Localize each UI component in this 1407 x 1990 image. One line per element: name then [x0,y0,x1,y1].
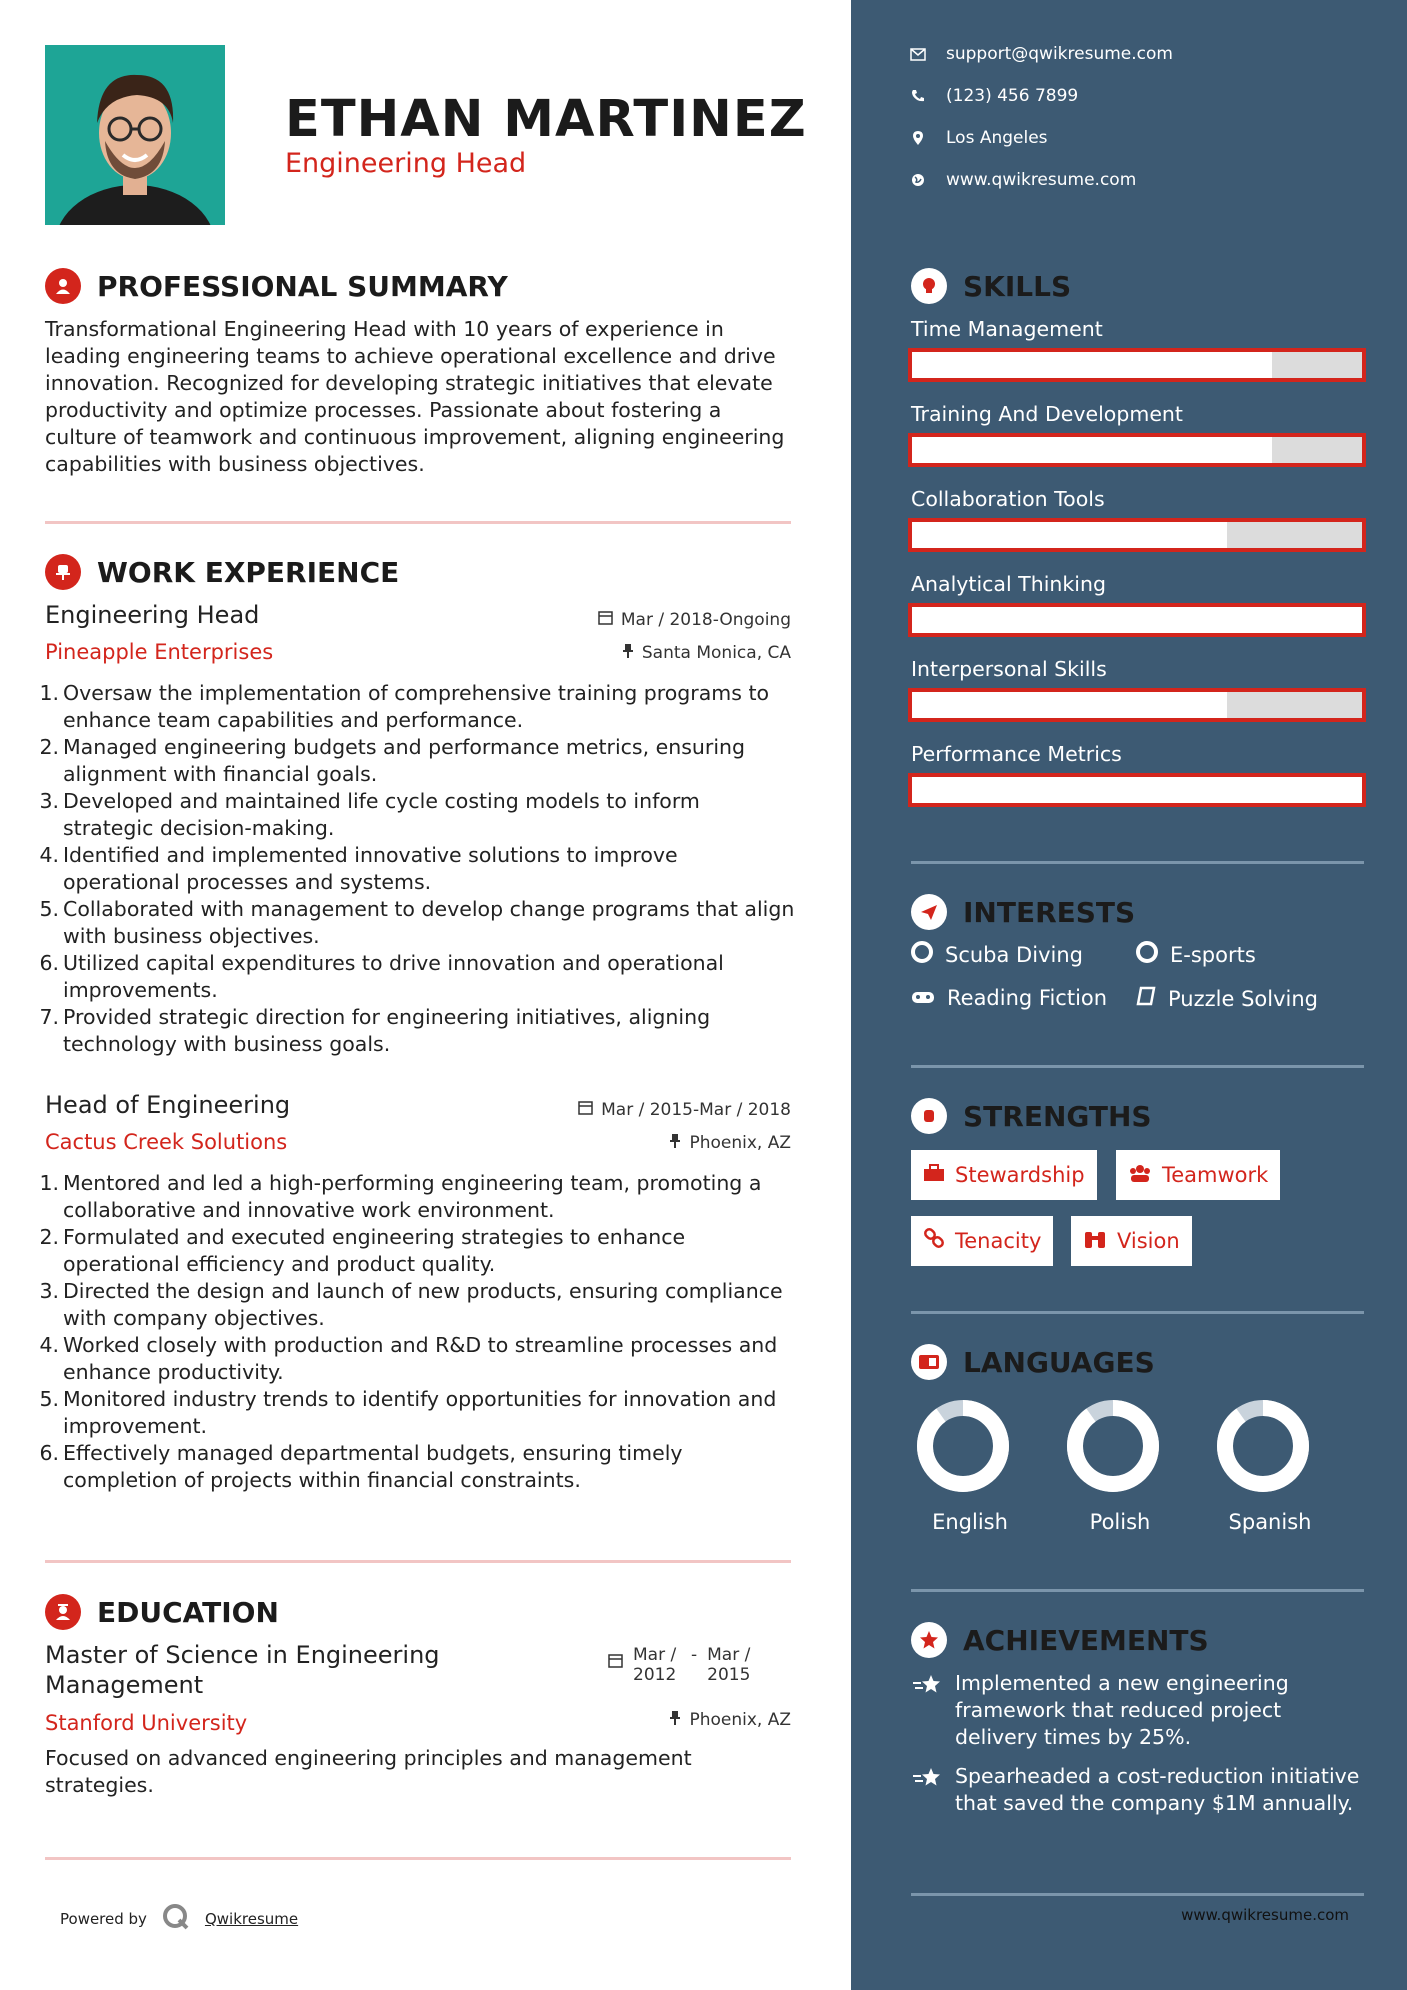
contact-location: Los Angeles [910,128,1048,148]
calendar-icon [578,1100,593,1120]
candidate-name: ETHAN MARTINEZ [285,90,807,149]
job-location: Phoenix, AZ [669,1133,791,1153]
profile-photo [45,45,225,225]
paper-plane-icon [911,894,947,930]
company-name: Pineapple Enterprises [45,640,274,664]
pin-icon [622,643,634,663]
contact-phone: (123) 456 7899 [910,86,1078,106]
divider [45,521,791,524]
divider [45,1857,791,1860]
skill-bar-fill [912,437,1272,463]
achievement-item: Spearheaded a cost-reduction initiative that saved the company $1M annually. [911,1763,1371,1817]
interest-item: E-sports [1136,941,1256,968]
skill-label: Collaboration Tools [911,487,1105,511]
pin-icon [669,1133,681,1153]
job-title: Head of Engineering [45,1091,291,1119]
language-label: Polish [1089,1510,1151,1534]
list-item: 1. Oversaw the implementation of comprehensive training programs to enhance team capabilities and performance. [39,681,770,732]
job-title: Engineering Head [45,601,260,629]
life-ring-icon [911,941,933,968]
achievement-item: Implemented a new engineering framework that reduced project delivery times by 25%. [911,1670,1371,1751]
skill-bar-fill [912,607,1362,633]
skill-bar [908,348,1366,382]
achievements-heading [911,1622,1209,1658]
education-description: Focused on advanced engineering principles and management strategies. [45,1746,692,1797]
interest-item: Scuba Diving [911,941,1083,968]
qwikresume-logo-icon [161,1902,191,1936]
school-name: Stanford University [45,1711,248,1735]
strengths-heading-label: STRENGTHS [963,1099,1152,1133]
sidebar-divider [911,1065,1364,1068]
strength-tag: Stewardship [911,1150,1097,1200]
briefcase-chair-icon [45,554,81,590]
list-item: 2. Managed engineering budgets and performance metrics, ensuring alignment with financial goals. [39,735,746,786]
skill-label: Training And Development [911,402,1183,426]
language-ring-english [913,1396,1013,1496]
book-icon [1136,986,1156,1011]
qwikresume-link[interactable]: Qwikresume [204,1910,299,1928]
language-ring-polish [1063,1396,1163,1496]
users-icon [1128,1163,1152,1188]
skill-bar [908,773,1366,807]
education-location: Phoenix, AZ [669,1710,791,1730]
skill-bar-fill [912,692,1227,718]
languages-heading-label: LANGUAGES [963,1345,1155,1379]
sidebar-divider [911,1589,1364,1592]
experience-heading [45,554,399,590]
skill-label: Performance Metrics [911,742,1122,766]
skill-bar-fill [912,522,1227,548]
calendar-icon [598,610,613,630]
list-item: 5. Collaborated with management to develop change programs that align with business objectives. [39,897,795,948]
gamepad-icon [911,986,935,1010]
summary-heading-label: PROFESSIONAL SUMMARY [97,269,508,303]
languages-heading [911,1344,1155,1380]
experience-heading-label: WORK EXPERIENCE [97,555,400,589]
fist-icon [911,1098,947,1134]
interests-heading [911,894,1135,930]
footer-powered-by: Powered by Qwikresume [60,1902,298,1936]
translate-icon [911,1344,947,1380]
list-item: 7. Provided strategic direction for engineering initiatives, aligning technology with business goals. [39,1005,711,1056]
interest-item: Reading Fiction [911,986,1107,1010]
job-responsibilities [35,680,795,1058]
sidebar-divider [911,861,1364,864]
education-date: Mar / 2012 - Mar / 2015 [608,1645,755,1685]
list-item: 3. Developed and maintained life cycle costing models to inform strategic decision-making. [39,789,700,840]
graduate-icon [45,1594,81,1630]
list-item: 3. Directed the design and launch of new products, ensuring compliance with company objectives. [39,1279,783,1330]
language-ring-spanish [1213,1396,1313,1496]
list-item: 6. Effectively managed departmental budgets, ensuring timely completion of projects within financial constraints. [39,1441,683,1492]
skill-bar [908,603,1366,637]
strength-tag: Tenacity [911,1216,1053,1266]
interest-item: Puzzle Solving [1136,986,1318,1011]
footer-url: www.qwikresume.com [1181,1906,1349,1924]
skill-bar-fill [912,352,1272,378]
strength-tag: Teamwork [1116,1150,1280,1200]
star-badge-icon [911,1622,947,1658]
skill-label: Time Management [911,317,1103,341]
job-date: Mar / 2018-Ongoing [598,610,791,630]
contact-website: www.qwikresume.com [910,170,1136,190]
list-item: 6. Utilized capital expenditures to drive innovation and operational improvements. [39,951,724,1002]
briefcase-icon [923,1163,945,1187]
strengths-heading [911,1098,1152,1134]
shooting-star-icon [911,1763,943,1817]
list-item: 4. Worked closely with production and R&D to streamline processes and enhance productivity. [39,1333,778,1384]
user-icon [45,268,81,304]
skill-bar [908,688,1366,722]
contact-email: support@qwikresume.com [910,44,1173,64]
interests-heading-label: INTERESTS [963,895,1136,929]
skill-bar [908,518,1366,552]
skill-label: Analytical Thinking [911,572,1106,596]
skills-heading-label: SKILLS [963,269,1072,303]
education-heading [45,1594,279,1630]
sidebar-divider [911,1311,1364,1314]
list-item: 4. Identified and implemented innovative solutions to improve operational processes and systems. [39,843,678,894]
achievements-heading-label: ACHIEVEMENTS [963,1623,1209,1657]
summary-text: Transformational Engineering Head with 10 years of experience in leading engineering teams to achieve operational excellence and drive innovation. Recognized for developing strategic initiatives that elevate productivity and optimize processes. Passionate about fostering a culture of teamwork and continuous improvement, aligning engineering capabilities with business objectives. [45,317,785,476]
life-ring-icon [1136,941,1158,968]
binoculars-icon [1083,1228,1107,1255]
language-label: English [932,1510,1008,1534]
divider [45,1560,791,1563]
list-item: 2. Formulated and executed engineering strategies to enhance operational efficiency and product quality. [39,1225,686,1276]
lightbulb-icon [911,268,947,304]
phone-icon [910,88,926,104]
skill-bar [908,433,1366,467]
pin-icon [669,1710,681,1730]
list-item: 1. Mentored and led a high-performing engineering team, promoting a collaborative and innovative work environment. [39,1171,762,1222]
job-location: Santa Monica, CA [622,643,791,663]
globe-icon [910,172,926,188]
list-item: 5. Monitored industry trends to identify opportunities for innovation and improvement. [39,1387,777,1438]
skill-bar-fill [912,777,1362,803]
map-marker-icon [910,130,926,146]
job-responsibilities [35,1170,795,1494]
summary-heading [45,268,508,304]
job-date: Mar / 2015-Mar / 2018 [578,1100,791,1120]
calendar-icon [608,1645,623,1685]
degree-title: Master of Science in Engineering Management [45,1641,440,1699]
strength-tag: Vision [1071,1216,1192,1266]
skill-label: Interpersonal Skills [911,657,1107,681]
envelope-icon [910,46,926,62]
candidate-title: Engineering Head [285,148,527,179]
shooting-star-icon [911,1670,943,1751]
company-name: Cactus Creek Solutions [45,1130,288,1154]
education-heading-label: EDUCATION [97,1595,279,1629]
sidebar-divider [911,1893,1364,1896]
language-label: Spanish [1228,1510,1312,1534]
skills-heading [911,268,1071,304]
link-icon [923,1228,945,1255]
